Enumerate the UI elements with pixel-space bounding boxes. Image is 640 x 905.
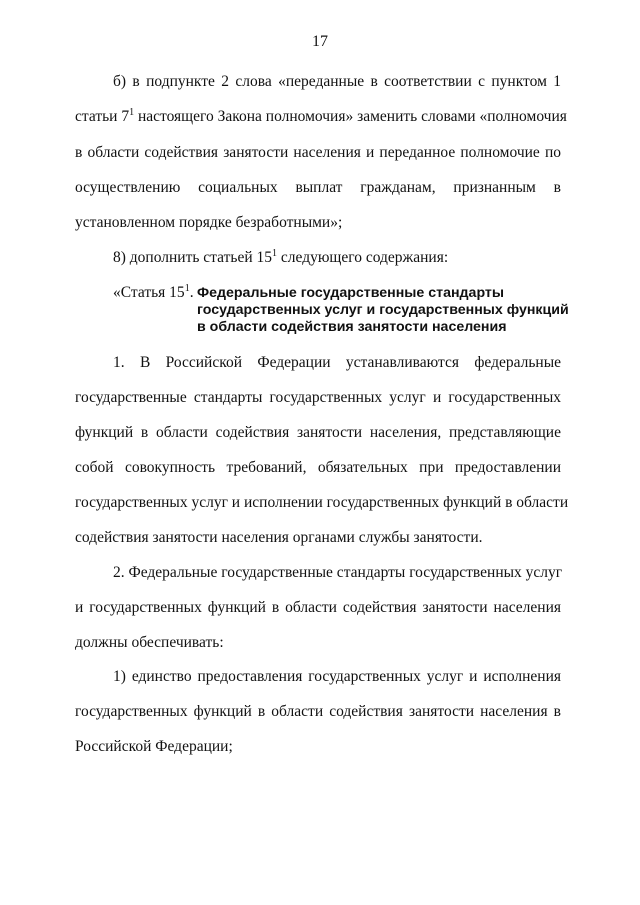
p1-line-5: государственных услуг и исполнении государственных функций в области <box>75 494 569 511</box>
para-b-line-2 <box>75 107 567 126</box>
page-number: 17 <box>312 33 328 50</box>
para-b-line-3: в области содействия занятости населения и переданное полномочие по <box>75 144 561 161</box>
para-8-text: 8) дополнить статьей 15 <box>113 249 273 266</box>
article-title-line-2: государственных услуг и государственных функций <box>197 302 569 318</box>
para-b-line-2-text: статьи 7 <box>75 108 130 125</box>
article-prefix-end: . <box>189 284 194 301</box>
para-b-line-5: установленном порядке безработными»; <box>75 214 343 231</box>
p1-line-2: государственные стандарты государственных услуг и государственных <box>75 389 561 406</box>
p1-line-6: содействия занятости населения органами службы занятости. <box>75 529 483 546</box>
para-b-line-1: б) в подпункте 2 слова «переданные в соответствии с пунктом 1 <box>113 73 561 90</box>
superscript: 1 <box>184 283 190 294</box>
article-prefix-text: «Статья 15 <box>113 284 185 301</box>
para-b-line-4: осуществлению социальных выплат гражданам, признанным в <box>75 179 561 196</box>
para-8 <box>113 249 448 267</box>
article-title-line-3: в области содействия занятости населения <box>197 319 507 335</box>
p3-line-3: Российской Федерации; <box>75 738 233 755</box>
p3-line-1: 1) единство предоставления государственных услуг и исполнения <box>113 668 561 685</box>
superscript: 1 <box>272 248 278 259</box>
article-prefix <box>113 284 194 302</box>
p2-line-1: 2. Федеральные государственные стандарты государственных услуг <box>113 564 563 581</box>
p2-line-3: должны обеспечивать: <box>75 634 224 651</box>
p2-line-2: и государственных функций в области содействия занятости населения <box>75 599 561 616</box>
para-8-text-cont: следующего содержания: <box>277 249 449 266</box>
para-b-line-2-text-cont: настоящего Закона полномочия» заменить словами «полномочия <box>134 108 567 125</box>
p1-line-4: собой совокупность требований, обязательных при предоставлении <box>75 459 561 476</box>
superscript: 1 <box>129 107 135 118</box>
article-title-line-1: Федеральные государственные стандарты <box>197 285 504 301</box>
p1-line-1: 1. В Российской Федерации устанавливаются федеральные <box>113 354 561 371</box>
p1-line-3: функций в области содействия занятости населения, представляющие <box>75 424 561 441</box>
p3-line-2: государственных функций в области содействия занятости населения в <box>75 703 561 720</box>
